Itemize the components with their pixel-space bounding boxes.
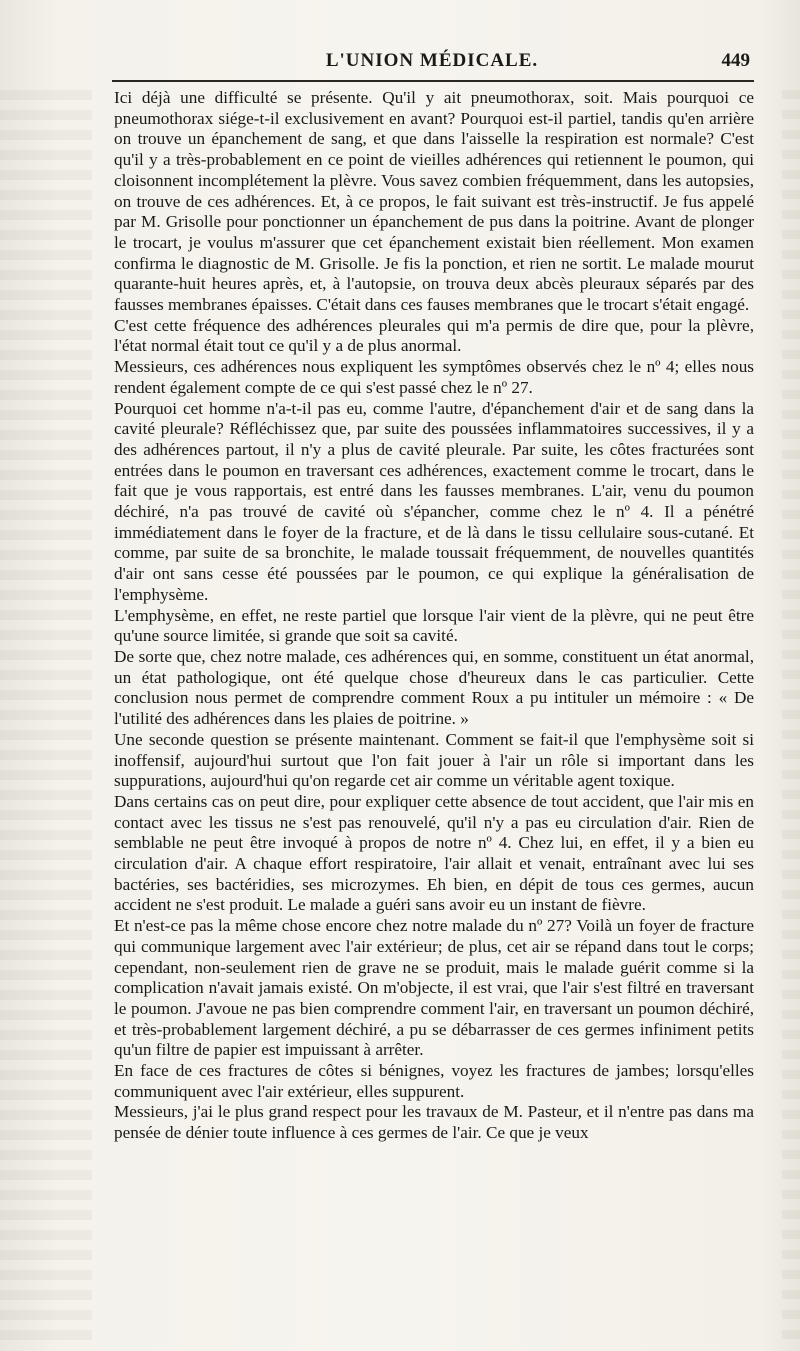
paragraph: Pourquoi cet homme n'a-t-il pas eu, comme l'autre, d'épanchement d'air et de sang dans la cavité pleurale? Réfléchissez que, par suite des poussées inflammatoires successives, il y a des adhérences partout, il n'y a plus de cavité pleurale. Par suite, les côtes fracturées sont entrées dans le poumon en traversant ces adhérences, exactement comme le trocart, dans le fait que je vous rapportais, est entré dans les fausses membranes. L'air, venu du poumon déchiré, n'a pas trouvé de cavité où s'épancher, comme chez le nº 4. Il a pénétré immédiatement dans le foyer de la fracture, et de là dans le tissu cellulaire sous-cutané. Et comme, par suite de sa bronchite, le malade toussait fréquemment, de nouvelles quantités d'air ont sans cesse été poussées par le poumon, ce qui explique la généralisation de l'emphysème.	[114, 398, 754, 604]
page-header	[112, 48, 752, 78]
bleed-through-left-margin	[0, 90, 92, 1350]
page-number: 449	[721, 50, 750, 71]
paragraph: Ici déjà une difficulté se présente. Qu'il y ait pneumothorax, soit. Mais pourquoi ce pneumothorax siége-t-il exclusivement en avant? Pourquoi est-il partiel, tandis qu'en arrière on trouve un épanchement de sang, et que dans l'aisselle la respiration est normale? C'est qu'il y a très-probablement en ce point de vieilles adhérences qui retiennent le poumon, qui cloisonnent incomplétement la plèvre. Vous savez combien fréquemment, dans les autopsies, on trouve de ces adhérences. Et, à ce propos, le fait suivant est très-instructif. Je fus appelé par M. Grisolle pour ponctionner un épanchement de pus dans la poitrine. Avant de plonger le trocart, je voulus m'assurer que cet épanchement existait bien réellement. Mon examen confirma le diagnostic de M. Grisolle. Je fis la ponction, et rien ne sortit. Le malade mourut quarante-huit heures après, et, à l'autopsie, on trouva deux abcès pleuraux séparés par des fausses membranes épaisses. C'était dans ces fauses membranes que le trocart s'était engagé.	[114, 88, 754, 315]
paragraph: C'est cette fréquence des adhérences pleurales qui m'a permis de dire que, pour la plèvre, l'état normal était tout ce qu'il y a de plus anormal.	[114, 315, 754, 356]
running-title: L'UNION MÉDICALE.	[325, 50, 539, 71]
paragraph: Et n'est-ce pas la même chose encore chez notre malade du nº 27? Voilà un foyer de fracture qui communique largement avec l'air extérieur; de plus, cet air se répand dans tout le corps; cependant, non-seulement rien de grave ne se produit, mais le malade guérit comme si la complication n'avait jamais existé. On m'objecte, il est vrai, que l'air s'est filtré en traversant le poumon. J'avoue ne pas bien comprendre comment l'air, en traversant un poumon déchiré, et très-probablement largement déchiré, a pu se débarrasser de ces germes infiniment petits qu'un filtre de papier est impuissant à arrêter.	[114, 916, 754, 1060]
paragraph: En face de ces fractures de côtes si bénignes, voyez les fractures de jambes; lorsqu'elles communiquent avec l'air extérieur, elles suppurent.	[114, 1061, 754, 1101]
paragraph: Une seconde question se présente maintenant. Comment se fait-il que l'emphysème soit si inoffensif, aujourd'hui surtout que l'on fait jouer à l'air un rôle si important dans les suppurations, aujourd'hui qu'on regarde cet air comme un véritable agent toxique.	[114, 729, 754, 791]
article-body	[114, 88, 754, 1144]
paragraph: De sorte que, chez notre malade, ces adhérences qui, en somme, constituent un état anormal, un état pathologique, ont été quelque chose d'heureux dans le cas particulier. Cette conclusion nous permet de comprendre comment Roux a pu intituler un mémoire : « De l'utilité des adhérences dans les plaies de poitrine. »	[114, 646, 754, 729]
paragraph: Messieurs, j'ai le plus grand respect pour les travaux de M. Pasteur, et il n'entre pas dans ma pensée de dénier toute influence à ces germes de l'air. Ce que je veux	[114, 1102, 754, 1143]
header-rule	[112, 80, 754, 82]
paragraph: Messieurs, ces adhérences nous expliquent les symptômes observés chez le nº 4; elles nous rendent également compte de ce qui s'est passé chez le nº 27.	[114, 357, 754, 397]
bleed-through-right-margin	[782, 90, 800, 1350]
paragraph: Dans certains cas on peut dire, pour expliquer cette absence de tout accident, que l'air mis en contact avec les tissus ne s'est pas renouvelé, qu'il n'y a pas eu circulation d'air. Rien de semblable ne peut être invoqué à propos de notre nº 4. Chez lui, en effet, il y a bien eu circulation d'air. A chaque effort respiratoire, l'air allait et venait, entraînant avec lui ses bactéries, ses bactéridies, ses microzymes. Eh bien, en dépit de tous ces germes, aucun accident ne s'est produit. Le malade a guéri sans avoir eu un instant de fièvre.	[114, 791, 754, 915]
paragraph: L'emphysème, en effet, ne reste partiel que lorsque l'air vient de la plèvre, qui ne peut être qu'une source limitée, si grande que soit sa cavité.	[114, 605, 754, 646]
